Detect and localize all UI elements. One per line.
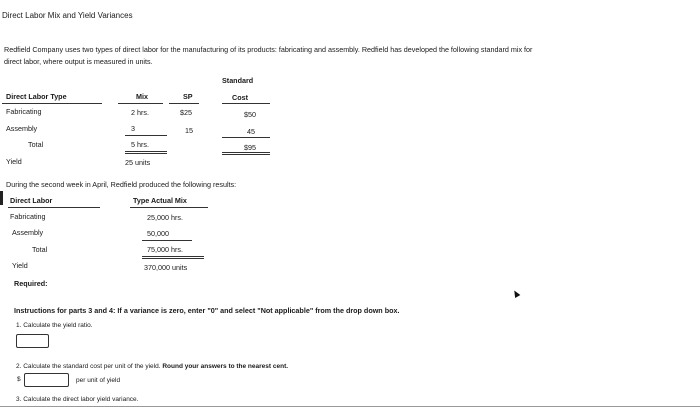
week-text: During the second week in April, Redfield produced the following results:: [6, 180, 237, 189]
header-rule-mix: [118, 103, 163, 104]
q2-label-text: 2. Calculate the standard cost per unit of the yield.: [16, 363, 161, 370]
row-type: Assembly: [12, 228, 44, 237]
row-type: Total: [32, 245, 48, 254]
row-mix: 2 hrs.: [131, 108, 149, 117]
total-double-rule-cost: [222, 152, 270, 153]
row-type: Yield: [6, 157, 22, 166]
total-rule-cost: [222, 137, 270, 138]
total-double-rule-mix-2: [125, 153, 167, 154]
intro-line-1: Redfield Company uses two types of direct labor for the manufacturing of its products: fabricating and assembly. Redfield has developed the following standard mix for: [4, 45, 533, 54]
row-mix: 370,000 units: [144, 263, 188, 272]
header-standard: Standard: [222, 76, 254, 85]
q3-label: 3. Calculate the direct labor yield variance.: [16, 396, 139, 403]
instructions-text: Instructions for parts 3 and 4: If a variance is zero, enter "0" and select "Not applicable" from the drop down box.: [14, 306, 400, 315]
header-direct-labor-type: Direct Labor Type: [6, 92, 67, 101]
header-type-actual-mix: Type Actual Mix: [133, 196, 187, 205]
yield-ratio-input[interactable]: [16, 334, 49, 348]
q1-label: 1. Calculate the yield ratio.: [16, 322, 93, 329]
header-cost: Cost: [232, 93, 248, 102]
actual-header-rule-right: [130, 207, 208, 208]
header-direct-labor: Direct Labor: [10, 196, 53, 205]
page-title: Direct Labor Mix and Yield Variances: [2, 11, 133, 20]
row-sp: 15: [185, 126, 193, 135]
required-label: Required:: [14, 279, 48, 288]
standard-cost-per-unit-input[interactable]: [24, 373, 69, 387]
total-double-rule-mix: [125, 151, 167, 152]
per-unit-of-yield-text: per unit of yield: [76, 377, 121, 384]
row-cost: $50: [244, 110, 256, 119]
actual-header-rule-left: [8, 207, 100, 208]
header-rule-sp: [169, 103, 199, 104]
row-mix: 75,000 hrs.: [147, 245, 183, 254]
left-edge-marker: [0, 191, 3, 205]
total-rule-mix: [125, 135, 167, 136]
row-sp: $25: [180, 108, 192, 117]
row-type: Assembly: [6, 124, 38, 133]
actual-total-rule: [142, 240, 192, 241]
header-rule-left: [2, 103, 102, 104]
row-mix: 3: [131, 124, 135, 133]
q2-label-rounding: Round your answers to the nearest cent.: [162, 363, 289, 370]
row-mix: 25 units: [125, 158, 151, 167]
row-mix: 50,000: [147, 229, 169, 238]
row-type: Fabricating: [6, 107, 42, 116]
header-mix: Mix: [136, 92, 148, 101]
header-sp: SP: [183, 92, 193, 101]
row-cost: $95: [244, 143, 256, 152]
intro-line-2: direct labor, where output is measured in units.: [4, 57, 153, 66]
row-type: Yield: [12, 261, 28, 270]
row-mix: 25,000 hrs.: [147, 213, 183, 222]
row-type: Fabricating: [10, 212, 46, 221]
total-double-rule-cost-2: [222, 154, 270, 155]
q2-label: [16, 363, 288, 370]
actual-double-rule-2: [142, 258, 204, 259]
header-rule-cost: [222, 103, 270, 104]
mouse-cursor-icon: [512, 289, 521, 298]
row-type: Total: [28, 140, 44, 149]
row-cost: 45: [247, 127, 255, 136]
row-mix: 5 hrs.: [131, 140, 149, 149]
actual-double-rule: [142, 256, 204, 257]
dollar-prefix: $: [17, 376, 21, 383]
